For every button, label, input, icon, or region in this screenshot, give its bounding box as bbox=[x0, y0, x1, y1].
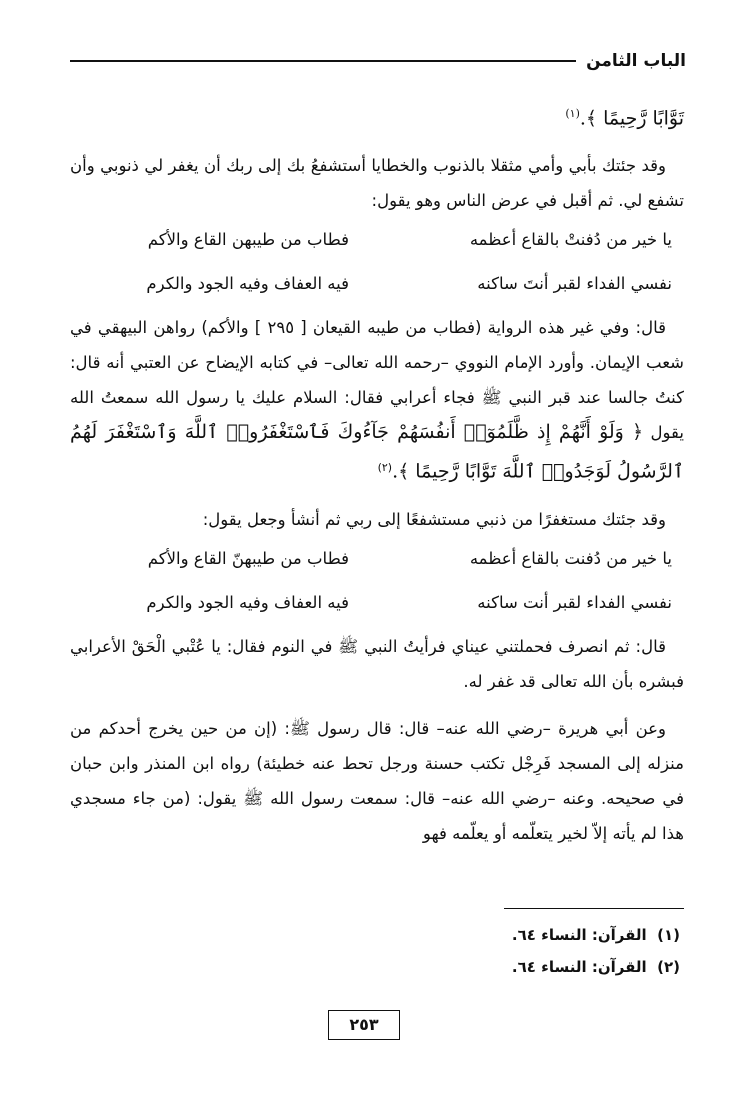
paragraph-5: وعن أبي هريرة –رضي الله عنه– قال: قال رسول ﷺ: (إن من حين يخرج أحدكم من منزله إلى المسجد فَرِجْل تكتب حسنة ورجل تحط عنه خطيئة) رواه ابن المنذر وابن حبان في صحيحه. وعنه –رضي الله عنه– قال: سمعت رسول الله ﷺ يقول: (من جاء مسجدي هذا لم يأته إلاّ لخير يتعلّمه أو يعلّمه فهو bbox=[70, 718, 684, 843]
footnote-rule bbox=[504, 908, 684, 909]
paragraph-2: قال: وفي غير هذه الرواية (فطاب من طيبه القيعان [ ٢٩٥ ] والأكم) رواهن البيهقي في شعب الإيمان. وأورد الإمام النووي –رحمه الله تعالى– في كتابه الإيضاح عن العتبي أنه قال: كنتُ جالسا عند قبر النبي ﷺ فجاء أعرابي فقال: السلام عليك يا رسول الله سمعتُ الله يقول ﴿ وَلَوْ أَنَّهُمْ إِذ ظَّلَمُوٓا۟ أَنفُسَهُمْ جَآءُوكَ فَٱسْتَغْفَرُوا۟ ٱللَّهَ وَٱسْتَغْفَرَ لَهُمُ ٱلرَّسُولُ لَوَجَدُوا۟ ٱللَّهَ تَوَّابًا رَّحِيمًا ﴾.$^{(٢)}$ bbox=[70, 318, 684, 483]
footnote-ref-1: (١) bbox=[565, 107, 580, 120]
page-number: ٢٥٣ bbox=[328, 1010, 400, 1040]
main-text bbox=[70, 96, 684, 851]
chapter-title: الباب الثامن bbox=[586, 51, 686, 71]
footnote-2: (٢) القرآن: النساء ٦٤. bbox=[511, 958, 680, 976]
poem-line-1 bbox=[70, 218, 684, 262]
hemistich: يا خير من دُفنت بالقاع أعظمه bbox=[469, 548, 672, 568]
header-rule bbox=[70, 60, 576, 62]
footnote-1: (١) القرآن: النساء ٦٤. bbox=[511, 926, 680, 944]
hemistich: يا خير من دُفنتْ بالقاع أعظمه bbox=[469, 230, 672, 250]
paragraph-4: قال: ثم انصرف فحملتني عيناي فرأيتُ النبي ﷺ في النوم فقال: يا عُتْبي الْحَقْ الأعرابي فبشره بأن الله تعالى قد غفر له. bbox=[70, 636, 684, 691]
hemistich: فطاب من طيبهن القاع والأكم bbox=[147, 230, 349, 250]
poem-line-4 bbox=[70, 581, 684, 625]
verse-tail: تَوَّابًا رَّحِيمًا ﴾.$^{(١)}$ bbox=[565, 107, 684, 130]
hemistich: فيه العفاف وفيه الجود والكرم bbox=[146, 592, 349, 612]
poem-line-3 bbox=[70, 537, 684, 581]
footnote-ref-2: (٢) bbox=[377, 461, 393, 475]
hemistich: نفسي الفداء لقبر أنت ساكنه bbox=[477, 592, 672, 612]
poem-line-2 bbox=[70, 262, 684, 306]
paragraph-3: وقد جئتك مستغفرًا من ذنبي مستشفعًا إلى ربي ثم أنشأ وجعل يقول: bbox=[202, 509, 666, 529]
paragraph-1: وقد جئتك بأبي وأمي مثقلا بالذنوب والخطايا أستشفعُ بك إلى ربك أن يغفر لي ذنوبي وأن تشفع لي. ثم أقبل في عرض الناس وهو يقول: bbox=[70, 156, 684, 211]
running-header bbox=[70, 50, 686, 72]
quran-verse: ﴿ وَلَوْ أَنَّهُمْ إِذ ظَّلَمُوٓا۟ أَنفُسَهُمْ جَآءُوكَ فَٱسْتَغْفَرُوا۟ ٱللَّهَ وَٱسْتَغْفَرَ لَهُمُ ٱلرَّسُولُ لَوَجَدُوا۟ ٱللَّهَ تَوَّابًا رَّحِيمًا ﴾. bbox=[70, 421, 684, 483]
hemistich: فطاب من طيبهنّ القاع والأكم bbox=[147, 548, 349, 568]
hemistich: فيه العفاف وفيه الجود والكرم bbox=[146, 274, 349, 294]
hemistich: نفسي الفداء لقبر أنتَ ساكنه bbox=[477, 274, 672, 294]
